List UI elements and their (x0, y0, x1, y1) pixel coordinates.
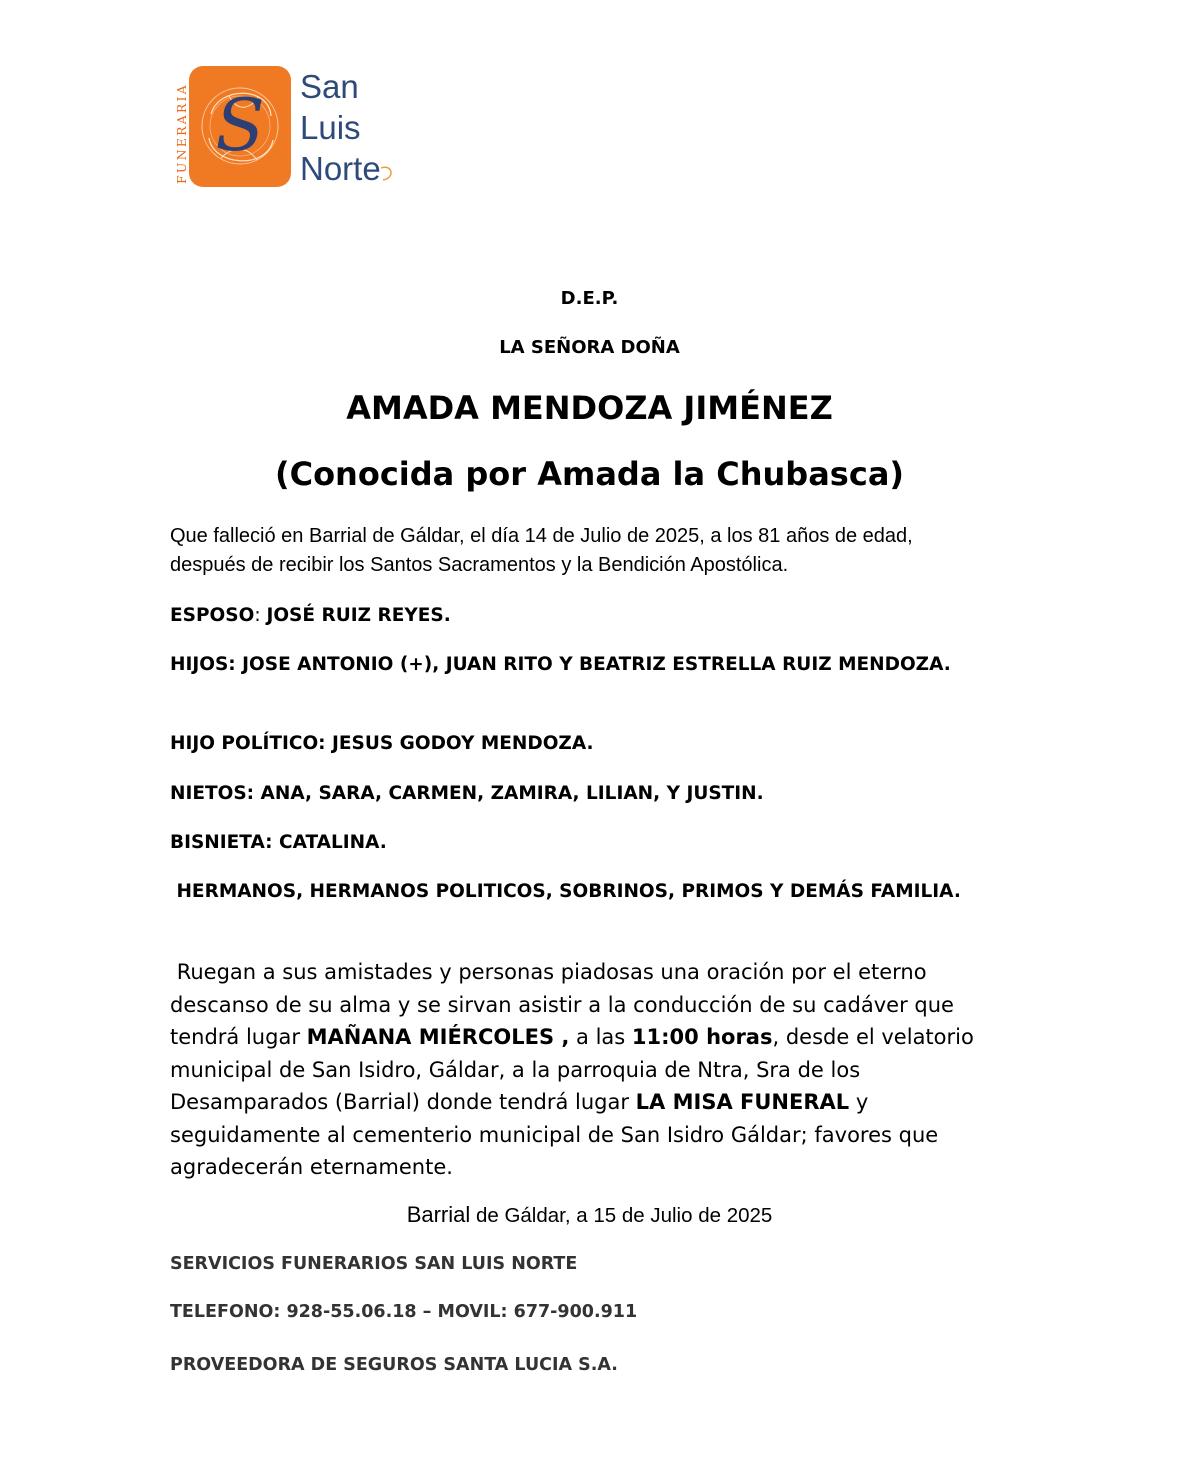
logo-monogram (189, 66, 291, 187)
prayer-time: 11:00 horas (631, 1025, 773, 1049)
logo-vertical-text: FUNERARIA (174, 83, 189, 184)
family-hijos: HIJOS: JOSE ANTONIO (+), JUAN RITO Y BEATRIZ ESTRELLA RUIZ MENDOZA. (170, 654, 951, 675)
esposo-label: ESPOSO (170, 605, 255, 626)
family-nietos: NIETOS: ANA, SARA, CARMEN, ZAMIRA, LILIAN, Y JUSTIN. (170, 783, 764, 804)
dateline-rest: de Gáldar, a 15 de Julio de 2025 (470, 1204, 773, 1227)
family-bisnieta: BISNIETA: CATALINA. (170, 832, 387, 853)
prayer-event: LA MISA FUNERAL (635, 1090, 850, 1114)
title-heading: LA SEÑORA DOÑA (499, 337, 680, 358)
family-esposo (170, 601, 990, 631)
prayer-text-4: y seguidamente al cementerio municipal de San Isidro Gáldar; favores que agradecerán eternamente. (170, 1090, 945, 1179)
death-notice: Que falleció en Barrial de Gáldar, el día 14 de Julio de 2025, a los 81 años de edad, después de recibir los Santos Sacramentos y la Bendición Apostólica. (170, 525, 913, 576)
svg-text:S: S (215, 83, 265, 167)
family-hijo-politico: HIJO POLÍTICO: JESUS GODOY MENDOZA. (170, 733, 594, 754)
prayer-text-2: a las (569, 1025, 632, 1049)
family-others: HERMANOS, HERMANOS POLITICOS, SOBRINOS, PRIMOS Y DEMÁS FAMILIA. (170, 881, 961, 902)
esposo-separator: : (254, 605, 267, 626)
prayer-paragraph (170, 956, 990, 1184)
footer-company: SERVICIOS FUNERARIOS SAN LUIS NORTE (170, 1254, 578, 1274)
logo-line-2: Luis (300, 109, 361, 146)
prayer-text-3: , desde el velatorio municipal de San Isidro, Gáldar, a la parroquia de Ntra, Sra de los Desamparados (Barrial) donde tendrá lugar (170, 1025, 981, 1114)
esposo-name: JOSÉ RUIZ REYES. (266, 605, 451, 626)
deceased-nickname: (Conocida por Amada la Chubasca) (274, 455, 905, 493)
logo-wordmark (300, 66, 397, 189)
logo-line-1: San (300, 68, 359, 105)
logo-line-3: Norte (300, 148, 397, 189)
swirl-icon (379, 158, 397, 184)
footer-insurance: PROVEEDORA DE SEGUROS SANTA LUCIA S.A. (170, 1355, 618, 1375)
prayer-day: MAÑANA MIÉRCOLES , (306, 1025, 570, 1049)
monogram-icon (189, 66, 291, 187)
dep-heading: D.E.P. (560, 288, 619, 309)
dateline-place: Barrial (406, 1202, 471, 1227)
prayer-text-1: Ruegan a sus amistades y personas piadosas una oración por el eterno descanso de su alma y se sirvan asistir a la conducción de su cadáver que tendrá lugar (170, 960, 961, 1049)
dateline (0, 1202, 1179, 1228)
footer-phones: TELEFONO: 928-55.06.18 – MOVIL: 677-900.911 (170, 1302, 638, 1322)
deceased-name: AMADA MENDOZA JIMÉNEZ (346, 389, 833, 427)
